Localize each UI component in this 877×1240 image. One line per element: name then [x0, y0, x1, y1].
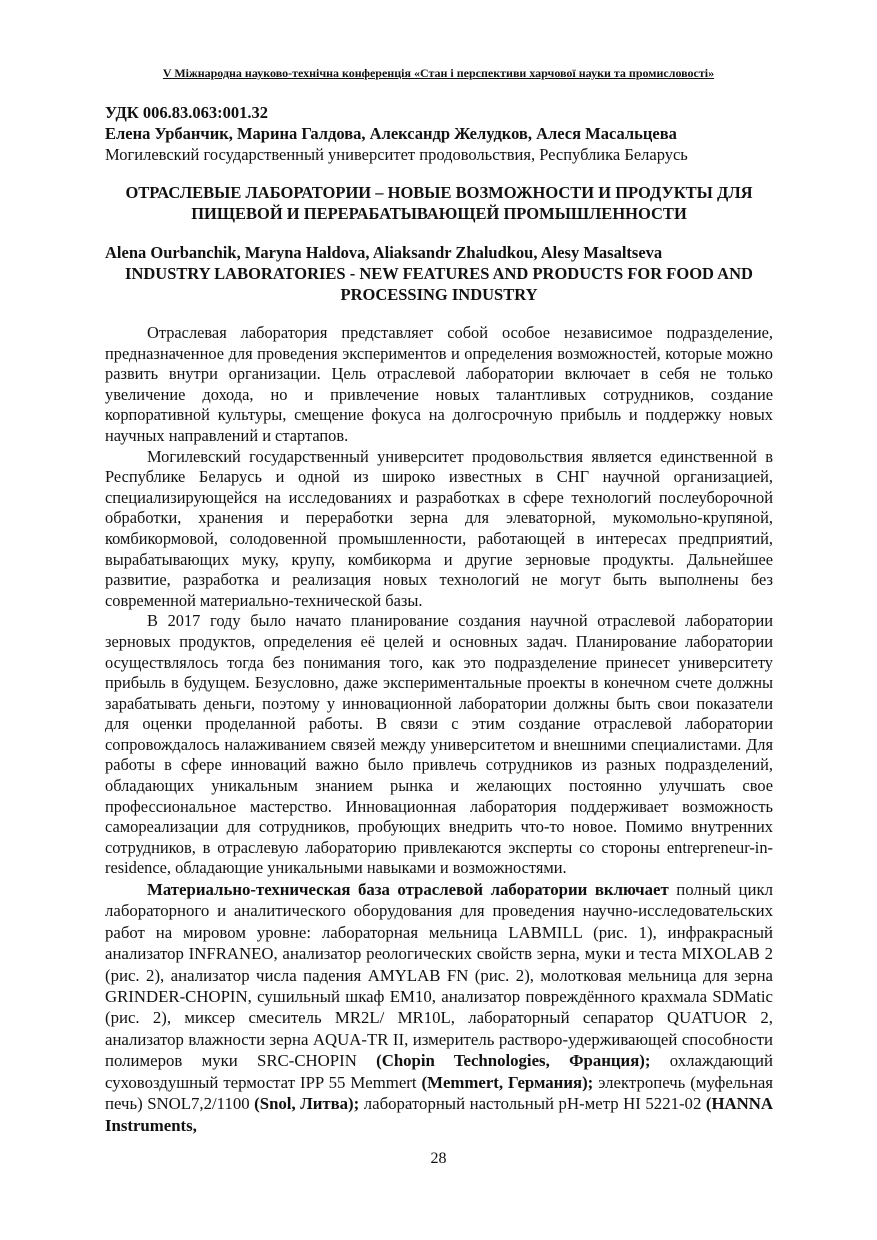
paragraph-4-text-3: электропечь (муфельная печь) SNOL7,2/1100: [105, 1072, 773, 1114]
running-head: V Міжнародна науково-технічна конференція «Стан і перспективи харчової науки та промисловості»: [162, 66, 715, 80]
paragraph-2: Могилевский государственный университет продовольствия является единственной в Республике Беларусь и одной из широко известных в СНГ научной организацией, специализирующейся на исследованиях и разработках в сфере технологий послеуборочной обработки, хранения и переработки зерна для элеваторной, мукомольно-крупяной, комбикормовой, солодовенной промышленности, работающей в интересах предприятий, вырабатывающих муку, крупу, комбикорма и другие зерновые продукты. Дальнейшее развитие, разработка и реализация новых технологий не могут быть выполнены без современной материально-технической базы.: [105, 446, 773, 610]
paragraph-4: [105, 879, 773, 1136]
affiliation: Могилевский государственный университет продовольствия, Республика Беларусь: [105, 145, 688, 164]
title-english: INDUSTRY LABORATORIES - NEW FEATURES AND PRODUCTS FOR FOOD AND PROCESSING INDUSTRY: [125, 264, 753, 304]
paragraph-4-lead: Материально-техническая база отраслевой лаборатории включает: [147, 880, 669, 900]
body-text: [105, 323, 773, 1136]
page-number: 28: [430, 1150, 447, 1167]
title-russian: ОТРАСЛЕВЫЕ ЛАБОРАТОРИИ – НОВЫЕ ВОЗМОЖНОСТИ И ПРОДУКТЫ ДЛЯ ПИЩЕВОЙ И ПЕРЕРАБАТЫВАЮЩЕЙ ПРОМЫШЛЕННОСТИ: [125, 183, 753, 223]
authors-russian: Елена Урбанчик, Марина Галдова, Александр Желудков, Алеся Масальцева: [105, 124, 677, 143]
authors-english: Alena Ourbanchik, Maryna Haldova, Aliaksandr Zhaludkou, Alesy Masaltseva: [105, 243, 663, 262]
udc-code: УДК 006.83.063:001.32: [105, 103, 269, 122]
manufacturer-hanna: (HANNA Instruments,: [105, 1094, 773, 1135]
manufacturer-snol: (Snol, Литва);: [254, 1094, 360, 1114]
manufacturer-memmert: (Memmert, Германия);: [421, 1072, 594, 1092]
article-content: [105, 102, 773, 1136]
manufacturer-chopin: (Chopin Technologies, Франция);: [376, 1051, 651, 1071]
paragraph-4-text-4: лабораторный настольный рН-метр HI 5221-02: [359, 1094, 706, 1114]
paragraph-1: Отраслевая лаборатория представляет собой особое независимое подразделение, предназначенное для проведения экспериментов и определения возможностей, которые можно развить внутри организации. Цель отраслевой лаборатории включает в себя не только увеличение дохода, но и привлечение новых талантливых сотрудников, создание корпоративной культуры, смещение фокуса на долгосрочную прибыль и поддержку новых научных направлений и стартапов.: [105, 323, 773, 445]
paragraph-4-text-2: охлаждающий суховоздушный термостат IPP 55 Memmert: [105, 1051, 773, 1092]
paragraph-3: В 2017 году было начато планирование создания научной отраслевой лаборатории зерновых продуктов, определения её целей и основных задач. Планирование лаборатории осуществлялось тогда без понимания того, как это подразделение принесет университету прибыль в будущем. Безусловно, даже экспериментальные проекты в конечном счете должны зарабатывать деньги, поэтому у инновационной лаборатории должны быть свои показатели для оценки проделанной работы. В связи с этим создание отраслевой лаборатории сопровождалось налаживанием связей между университетом и внешними специалистами. Для работы в сфере инноваций важно было привлечь сотрудников из разных подразделений, обладающих уникальным знанием рынка и желающих постоянно улучшать свое профессиональное мастерство. Инновационная лаборатория поддерживает возможность самореализации для сотрудников, пробующих внедрить что-то новое. Помимо внутренних сотрудников, в отраслевую лабораторию привлекаются эксперты со стороны entrepreneur-in-residence, обладающие уникальными навыками и возможностями.: [105, 611, 773, 878]
paragraph-4-text-1: полный цикл лабораторного и аналитического оборудования для проведения научно-исследовательских работ на мировом уровне: лабораторная мельница LABMILL (рис. 1), инфракрасный анализатор INFRANEO, анализатор реологических свойств зерна, муки и теста MIXOLAB 2 (рис. 2), анализатор числа падения AMYLAB FN (рис. 2), молотковая мельница для зерна GRINDER-CHOPIN, сушильный шкаф EM10, анализатор повреждённого крахмала SDMatic (рис. 2), миксер смеситель MR2L/ MR10L, лабораторный сепаратор QUATUOR 2, анализатор влажности зерна AQUA-TR II, измеритель растворо-удерживающей способности полимеров муки SRC-CHOPIN: [105, 880, 774, 1071]
